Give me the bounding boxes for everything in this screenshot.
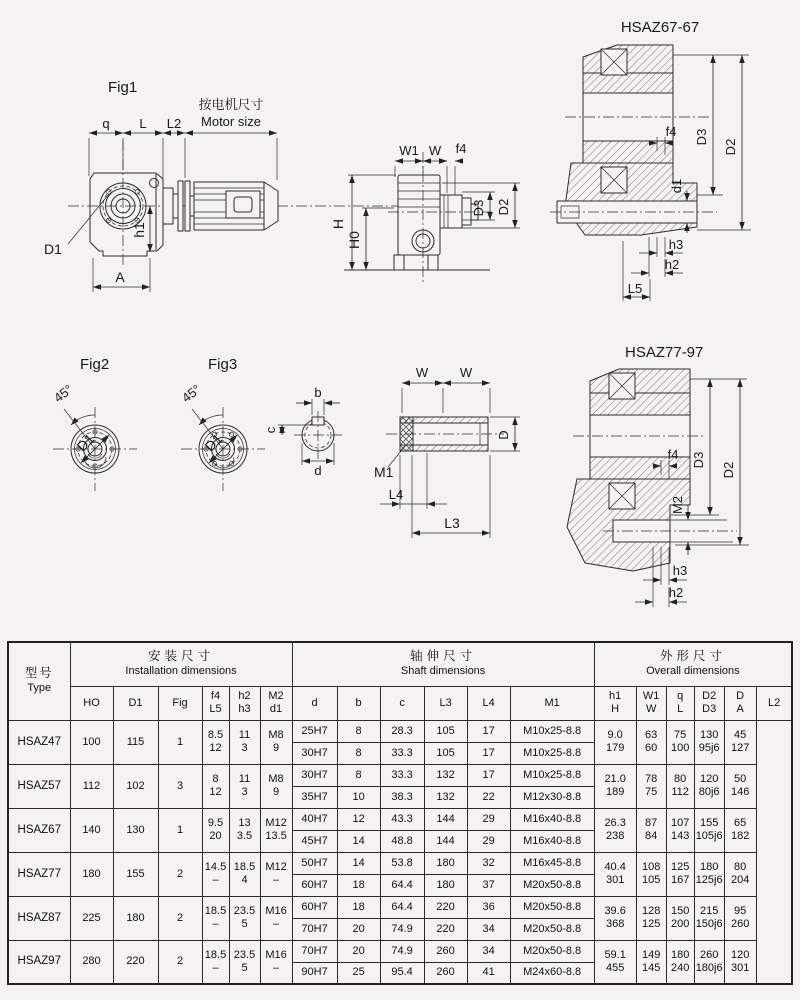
sec77-dim-h3: h3 [672, 563, 688, 578]
sec77-dim-m2: M2 [670, 495, 685, 515]
col-header-l3: L3 [424, 686, 467, 720]
cell-overall: 40.4 301 [594, 852, 636, 896]
fig3-dim-angle: 45° [178, 381, 204, 406]
front-dim-d3: D3 [471, 199, 486, 217]
cell-overall: 26.3 238 [594, 808, 636, 852]
cell-shaft: 20 [337, 918, 380, 940]
cell-shaft: 74.9 [380, 940, 424, 962]
cell-install: 225 [70, 896, 113, 940]
cell-shaft: 70H7 [292, 918, 337, 940]
sec67-dim-l5: L5 [627, 281, 643, 296]
front-view-geometry [344, 152, 520, 282]
cell-shaft: 36 [467, 896, 510, 918]
cell-overall: 80 204 [724, 852, 756, 896]
cell-overall: 150 200 [666, 896, 694, 940]
col-header-c: c [380, 686, 424, 720]
cell-shaft: M20x50-8.8 [510, 896, 594, 918]
cell-overall: 50 146 [724, 764, 756, 808]
type-header-en: Type [27, 682, 52, 695]
cell-overall: 128 125 [636, 896, 666, 940]
front-dim-d2: D2 [496, 198, 511, 216]
cell-shaft: 10 [337, 786, 380, 808]
cell-install: 2 [158, 940, 202, 984]
cell-type: HSAZ57 [8, 764, 70, 808]
table-row [8, 852, 792, 874]
sec67-dim-h3: h3 [668, 237, 684, 252]
sec77-dim-d2: D2 [721, 461, 736, 479]
col-header-w1-w: W1 W [636, 686, 666, 720]
cell-install: M16 – [260, 940, 292, 984]
cell-shaft: 37 [467, 874, 510, 896]
cell-shaft: 17 [467, 764, 510, 786]
cell-shaft: 220 [424, 896, 467, 918]
cell-overall: 130 95j6 [694, 720, 724, 764]
cell-overall: 95 260 [724, 896, 756, 940]
fig3-dim-d1: D1 [201, 430, 226, 455]
cell-install: 8 12 [202, 764, 229, 808]
table-row [8, 720, 792, 742]
cell-shaft: 180 [424, 852, 467, 874]
cell-overall: 120 80j6 [694, 764, 724, 808]
shaft-dim-w-left: W [415, 365, 429, 380]
col-header-d1: D1 [113, 686, 158, 720]
cell-install: M16 – [260, 896, 292, 940]
dimension-table-body [8, 720, 792, 984]
column-header-row [8, 686, 792, 720]
fig3-title: Fig3 [208, 356, 238, 373]
col-header-h2-h3: h2 h3 [229, 686, 260, 720]
cell-shaft: 90H7 [292, 962, 337, 984]
cell-type: HSAZ97 [8, 940, 70, 984]
cell-shaft: 95.4 [380, 962, 424, 984]
cell-shaft: 34 [467, 940, 510, 962]
cell-install: 2 [158, 852, 202, 896]
fig1-dim-d1: D1 [44, 241, 62, 257]
cell-shaft: 38.3 [380, 786, 424, 808]
cell-install: 3 [158, 764, 202, 808]
key-section-geometry [278, 399, 342, 465]
cell-install: 23.5 5 [229, 940, 260, 984]
shaft-dim-l4: L4 [388, 487, 404, 502]
fig1-title: Fig1 [108, 79, 138, 96]
cell-shaft: 25 [337, 962, 380, 984]
front-dim-w: W [428, 143, 442, 158]
cell-install: 18.5 4 [229, 852, 260, 896]
cell-shaft: 8 [337, 742, 380, 764]
cell-install: 9.5 20 [202, 808, 229, 852]
cell-shaft: 144 [424, 830, 467, 852]
cell-shaft: 28.3 [380, 720, 424, 742]
cell-shaft: 18 [337, 896, 380, 918]
section-hsaz67-drawing [545, 5, 800, 315]
cell-shaft: 8 [337, 720, 380, 742]
table-row [8, 764, 792, 786]
cell-shaft: 14 [337, 830, 380, 852]
cell-shaft: 17 [467, 720, 510, 742]
cell-shaft: 74.9 [380, 918, 424, 940]
key-dim-d: d [314, 463, 322, 478]
fig2-dim-angle: 45° [50, 381, 76, 406]
cell-install: 180 [70, 852, 113, 896]
cell-install: 220 [113, 940, 158, 984]
cell-shaft: 35H7 [292, 786, 337, 808]
cell-overall: 63 60 [636, 720, 666, 764]
col-header-l4: L4 [467, 686, 510, 720]
cell-shaft: 43.3 [380, 808, 424, 830]
col-header-b: b [337, 686, 380, 720]
cell-overall: 155 105j6 [694, 808, 724, 852]
section-hsaz77-title: HSAZ77-97 [625, 344, 704, 361]
front-dim-h: H [330, 218, 346, 230]
front-dim-f4: f4 [455, 141, 467, 156]
fig1-dim-l: L [139, 116, 147, 131]
cell-install: M8 9 [260, 720, 292, 764]
cell-overall: 107 143 [666, 808, 694, 852]
cell-overall: 108 105 [636, 852, 666, 896]
cell-install: 14.5 – [202, 852, 229, 896]
shaft-dim-m1: M1 [374, 464, 394, 480]
fig2-dim-d1: D1 [73, 430, 98, 455]
sec67-dim-d1: d1 [669, 178, 684, 194]
table-row [8, 940, 792, 962]
cell-shaft: M10x25-8.8 [510, 764, 594, 786]
cell-shaft: 105 [424, 720, 467, 742]
sec67-dim-f4: f4 [665, 124, 677, 139]
fig2-title: Fig2 [80, 356, 110, 373]
cell-install: 23.5 5 [229, 896, 260, 940]
cell-shaft: 60H7 [292, 896, 337, 918]
cell-shaft: 53.8 [380, 852, 424, 874]
col-header-fig: Fig [158, 686, 202, 720]
cell-shaft: 17 [467, 742, 510, 764]
cell-install: M12 – [260, 852, 292, 896]
cell-install: 180 [113, 896, 158, 940]
cell-l2 [756, 720, 792, 984]
cell-shaft: 33.3 [380, 764, 424, 786]
sec77-dim-d3: D3 [691, 451, 706, 469]
shaft-dim-l3: L3 [444, 515, 460, 531]
cell-shaft: 64.4 [380, 896, 424, 918]
cell-shaft: 48.8 [380, 830, 424, 852]
cell-shaft: 41 [467, 962, 510, 984]
cell-install: 1 [158, 808, 202, 852]
key-dim-b: b [314, 385, 322, 400]
col-header-m1: M1 [510, 686, 594, 720]
cell-shaft: M10x25-8.8 [510, 742, 594, 764]
group-install-cn: 安装尺寸 [148, 649, 215, 664]
fig1-dim-h1: h1 [131, 222, 147, 238]
fig1-motor-size-cn: 按电机尺寸 [198, 97, 264, 112]
cell-overall: 180 125j6 [694, 852, 724, 896]
cell-type: HSAZ47 [8, 720, 70, 764]
cell-overall: 75 100 [666, 720, 694, 764]
cell-overall: 78 75 [636, 764, 666, 808]
col-header-l2: L2 [756, 686, 792, 720]
cell-shaft: 45H7 [292, 830, 337, 852]
cell-shaft: 32 [467, 852, 510, 874]
front-dim-h0: H0 [346, 231, 362, 249]
cell-shaft: M12x30-8.8 [510, 786, 594, 808]
table-row [8, 896, 792, 918]
cell-shaft: 20 [337, 940, 380, 962]
section-hsaz77-drawing [555, 335, 800, 625]
shaft-view-drawing [340, 355, 570, 545]
cell-shaft: 220 [424, 918, 467, 940]
group-overall-cn: 外形尺寸 [659, 649, 726, 664]
cell-overall: 260 180j6 [694, 940, 724, 984]
cell-install: 155 [113, 852, 158, 896]
fig1-motor-size-en: Motor size [201, 114, 261, 129]
cell-shaft: 260 [424, 940, 467, 962]
group-install-en: Installation dimensions [125, 665, 237, 678]
cell-shaft: 30H7 [292, 742, 337, 764]
cell-overall: 87 84 [636, 808, 666, 852]
cell-shaft: M20x50-8.8 [510, 940, 594, 962]
cell-overall: 59.1 455 [594, 940, 636, 984]
cell-shaft: 105 [424, 742, 467, 764]
cell-overall: 120 301 [724, 940, 756, 984]
cell-shaft: 14 [337, 852, 380, 874]
cell-install: 11 3 [229, 764, 260, 808]
cell-shaft: 12 [337, 808, 380, 830]
cell-overall: 21.0 189 [594, 764, 636, 808]
group-overall-en: Overall dimensions [646, 665, 740, 678]
cell-shaft: 22 [467, 786, 510, 808]
cell-install: 140 [70, 808, 113, 852]
cell-shaft: 70H7 [292, 940, 337, 962]
group-header-install [70, 642, 292, 686]
cell-shaft: 60H7 [292, 874, 337, 896]
cell-shaft: M16x40-8.8 [510, 830, 594, 852]
sec67-dim-d2: D2 [723, 138, 738, 156]
fig1-dim-a: A [115, 269, 125, 285]
sec67-dim-h2: h2 [664, 257, 680, 272]
cell-type: HSAZ67 [8, 808, 70, 852]
cell-install: 8.5 12 [202, 720, 229, 764]
cell-install: 130 [113, 808, 158, 852]
cell-install: M8 9 [260, 764, 292, 808]
col-header-m2-d1: M2 d1 [260, 686, 292, 720]
fig2-drawing [40, 345, 170, 485]
cell-install: 1 [158, 720, 202, 764]
cell-shaft: 132 [424, 764, 467, 786]
cell-shaft: 50H7 [292, 852, 337, 874]
sec67-dim-d3: D3 [694, 128, 709, 146]
cell-shaft: 40H7 [292, 808, 337, 830]
cell-shaft: 33.3 [380, 742, 424, 764]
group-header-shaft [292, 642, 594, 686]
cell-shaft: 18 [337, 874, 380, 896]
cell-type: HSAZ87 [8, 896, 70, 940]
type-header [8, 642, 70, 720]
fig3-geometry [181, 407, 265, 491]
col-header-f4-l5: f4 L5 [202, 686, 229, 720]
col-header-ho: HO [70, 686, 113, 720]
cell-shaft: M16x40-8.8 [510, 808, 594, 830]
fig1-dim-l2: L2 [166, 116, 182, 131]
dimension-table [7, 641, 793, 985]
cell-install: 2 [158, 896, 202, 940]
cell-shaft: 144 [424, 808, 467, 830]
cell-install: 115 [113, 720, 158, 764]
col-header-h1-h: h1 H [594, 686, 636, 720]
cell-overall: 65 182 [724, 808, 756, 852]
sec77-dim-f4: f4 [667, 447, 679, 462]
cell-overall: 149 145 [636, 940, 666, 984]
section-hsaz67-geometry [550, 45, 751, 301]
key-dim-c: c [263, 426, 278, 434]
col-header-d-a: D A [724, 686, 756, 720]
cell-shaft: 180 [424, 874, 467, 896]
section-hsaz77-geometry [567, 369, 749, 607]
group-shaft-en: Shaft dimensions [400, 665, 486, 678]
cell-overall: 45 127 [724, 720, 756, 764]
cell-install: 102 [113, 764, 158, 808]
sec77-dim-h2: h2 [668, 585, 684, 600]
cell-shaft: 34 [467, 918, 510, 940]
front-dim-w1: W1 [399, 143, 419, 158]
shaft-dim-w-right: W [459, 365, 473, 380]
cell-shaft: 29 [467, 830, 510, 852]
cell-overall: 80 112 [666, 764, 694, 808]
fig2-geometry [53, 407, 137, 491]
cell-shaft: 132 [424, 786, 467, 808]
col-header-q-l: q L [666, 686, 694, 720]
cell-shaft: 64.4 [380, 874, 424, 896]
cell-shaft: M10x25-8.8 [510, 720, 594, 742]
cell-install: M12 13.5 [260, 808, 292, 852]
cell-overall: 215 150j6 [694, 896, 724, 940]
section-hsaz67-title: HSAZ67-67 [620, 19, 700, 36]
cell-install: 18.5 – [202, 940, 229, 984]
front-view-drawing [330, 120, 560, 310]
cell-shaft: M20x50-8.8 [510, 918, 594, 940]
col-header-d2-d3: D2 D3 [694, 686, 724, 720]
cell-install: 18.5 – [202, 896, 229, 940]
cell-shaft: 25H7 [292, 720, 337, 742]
cell-install: 280 [70, 940, 113, 984]
cell-shaft: 8 [337, 764, 380, 786]
cell-overall: 180 240 [666, 940, 694, 984]
cell-overall: 9.0 179 [594, 720, 636, 764]
group-shaft-cn: 轴伸尺寸 [410, 649, 477, 664]
cell-shaft: M24x60-8.8 [510, 962, 594, 984]
cell-install: 13 3.5 [229, 808, 260, 852]
cell-shaft: 29 [467, 808, 510, 830]
cell-type: HSAZ77 [8, 852, 70, 896]
cell-install: 100 [70, 720, 113, 764]
fig1-dim-q: q [102, 116, 110, 131]
cell-overall: 125 167 [666, 852, 694, 896]
cell-shaft: 30H7 [292, 764, 337, 786]
cell-overall: 39.6 368 [594, 896, 636, 940]
cell-shaft: M20x50-8.8 [510, 874, 594, 896]
type-header-cn: 型号 [24, 666, 54, 681]
cell-install: 112 [70, 764, 113, 808]
cell-shaft: M16x45-8.8 [510, 852, 594, 874]
shaft-dim-d: D [496, 430, 511, 440]
cell-install: 11 3 [229, 720, 260, 764]
group-header-overall [594, 642, 792, 686]
col-header-d: d [292, 686, 337, 720]
table-row [8, 808, 792, 830]
cell-shaft: 260 [424, 962, 467, 984]
group-header-row [8, 642, 792, 686]
